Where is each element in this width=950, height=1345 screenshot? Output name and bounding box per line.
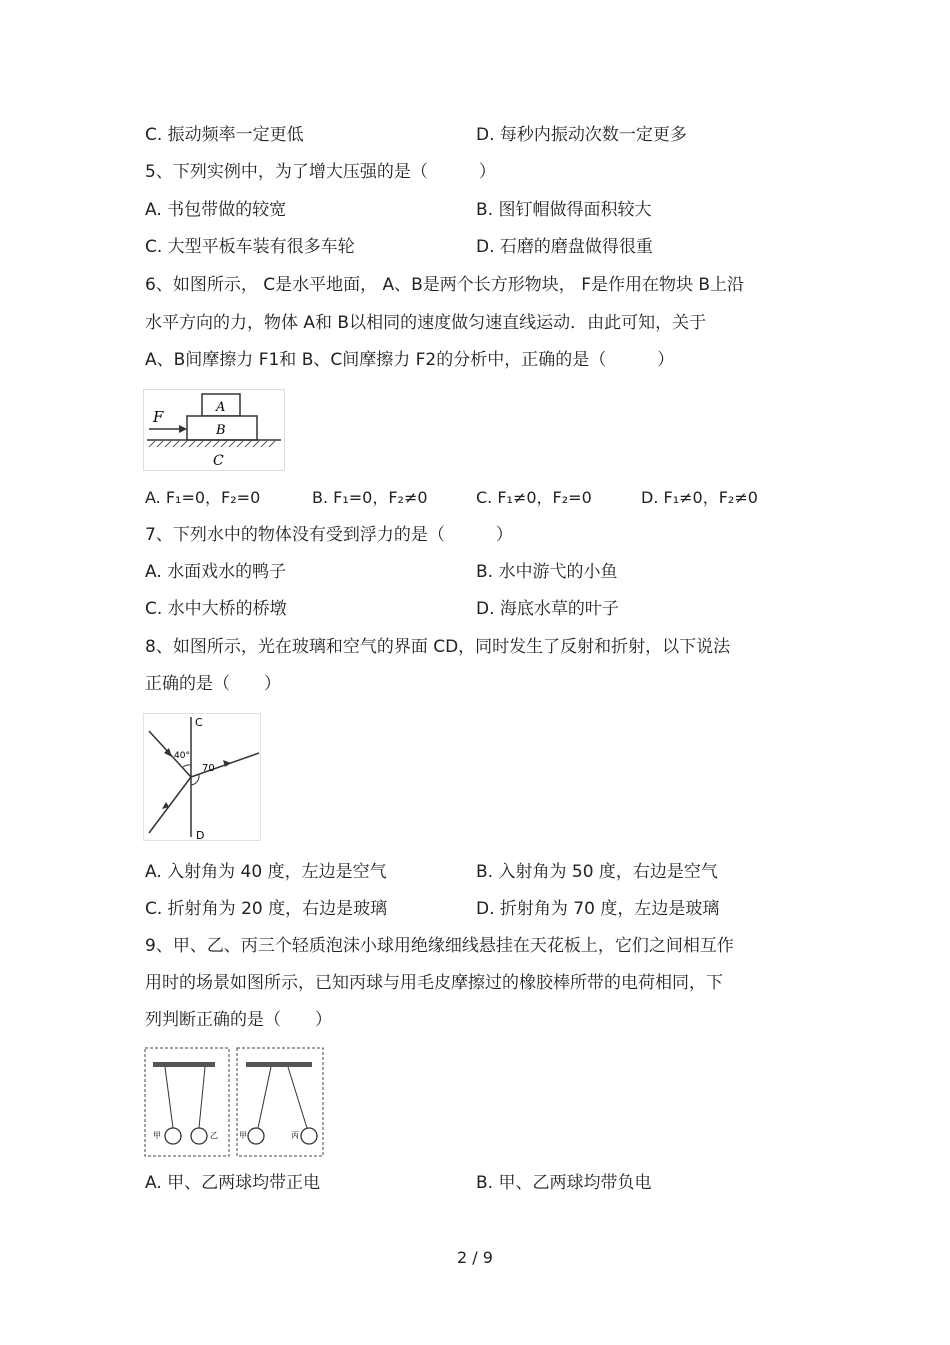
label-jia-left: 甲 [153, 1131, 161, 1140]
q5-option-d: D. 石磨的磨盘做得很重 [476, 237, 653, 257]
angle-label-70: 70 [202, 763, 215, 774]
ball-yi [191, 1128, 207, 1144]
ball-bing [301, 1128, 317, 1144]
label-yi: 乙 [210, 1131, 218, 1140]
q6-stem-line3: A、B间摩擦力 F1和 B、C间摩擦力 F2的分析中，正确的是（ ） [145, 350, 675, 370]
q6-option-d: D. F₁≠0，F₂≠0 [641, 488, 758, 507]
q8-option-d: D. 折射角为 70 度，左边是玻璃 [476, 899, 720, 919]
q8-light-figure [143, 713, 261, 841]
q4-option-d: D. 每秒内振动次数一定更多 [476, 125, 687, 145]
q9-stem-line1: 9、甲、乙、丙三个轻质泡沫小球用绝缘细线悬挂在天花板上，它们之间相互作 [145, 936, 734, 956]
q4-option-c: C. 振动频率一定更低 [145, 125, 304, 145]
q8-stem-line1: 8、如图所示，光在玻璃和空气的界面 CD，同时发生了反射和折射，以下说法 [145, 637, 731, 657]
q6-stem-line2: 水平方向的力，物体 A和 B以相同的速度做匀速直线运动．由此可知，关于 [145, 313, 707, 333]
q9-stem-line3: 列判断正确的是（ ） [145, 1010, 332, 1030]
ray-1 [149, 777, 191, 833]
q6-option-c: C. F₁≠0，F₂=0 [476, 488, 592, 507]
label-b: B [216, 423, 226, 438]
q8-stem-line2: 正确的是（ ） [145, 674, 281, 694]
label-c: C [213, 453, 224, 469]
q5-option-c: C. 大型平板车装有很多车轮 [145, 237, 355, 257]
q8-option-b: B. 入射角为 50 度，右边是空气 [476, 862, 718, 882]
q5-stem: 5、下列实例中，为了增大压强的是（ ） [145, 162, 496, 182]
page-number: 2 / 9 [457, 1248, 493, 1267]
q6-blocks-figure [143, 389, 285, 471]
q7-option-a: A. 水面戏水的鸭子 [145, 562, 287, 582]
ball-jia-right [248, 1128, 264, 1144]
q6-stem-line1: 6、如图所示， C是水平地面， A、B是两个长方形物块， F是作用在物块 B上沿 [145, 275, 745, 295]
q9-option-b: B. 甲、乙两球均带负电 [476, 1173, 652, 1193]
label-d: D [196, 829, 205, 841]
label-f: F [153, 408, 164, 426]
thread-3 [258, 1067, 271, 1128]
q9-option-a: A. 甲、乙两球均带正电 [145, 1173, 321, 1193]
angle-arc-1 [183, 765, 191, 767]
label-c: C [195, 716, 203, 729]
q7-option-d: D. 海底水草的叶子 [476, 599, 619, 619]
q8-option-c: C. 折射角为 20 度，右边是玻璃 [145, 899, 388, 919]
q5-option-b: B. 图钉帽做得面积较大 [476, 200, 652, 220]
label-jia-right: 甲 [239, 1131, 247, 1140]
thread-1 [165, 1067, 173, 1128]
q6-option-a: A. F₁=0，F₂=0 [145, 488, 261, 507]
ceiling-left [153, 1062, 215, 1067]
angle-label-40: 40° [174, 751, 190, 761]
ceiling-right [246, 1062, 312, 1067]
q7-option-b: B. 水中游弋的小鱼 [476, 562, 618, 582]
q9-stem-line2: 用时的场景如图所示，已知丙球与用毛皮摩擦过的橡胶棒所带的电荷相同，下 [145, 973, 723, 993]
q7-stem: 7、下列水中的物体没有受到浮力的是（ ） [145, 525, 513, 545]
thread-4 [288, 1067, 307, 1128]
label-a: A [216, 400, 226, 415]
q5-option-a: A. 书包带做的较宽 [145, 200, 287, 220]
q6-option-b: B. F₁=0，F₂≠0 [312, 488, 428, 507]
ball-jia-left [165, 1128, 181, 1144]
q7-option-c: C. 水中大桥的桥墩 [145, 599, 287, 619]
q8-option-a: A. 入射角为 40 度，左边是空气 [145, 862, 387, 882]
q9-balls-figure [143, 1046, 327, 1158]
ground-hatching [149, 441, 275, 447]
force-arrowhead [179, 425, 187, 433]
thread-2 [199, 1067, 205, 1128]
label-bing: 丙 [291, 1131, 299, 1140]
